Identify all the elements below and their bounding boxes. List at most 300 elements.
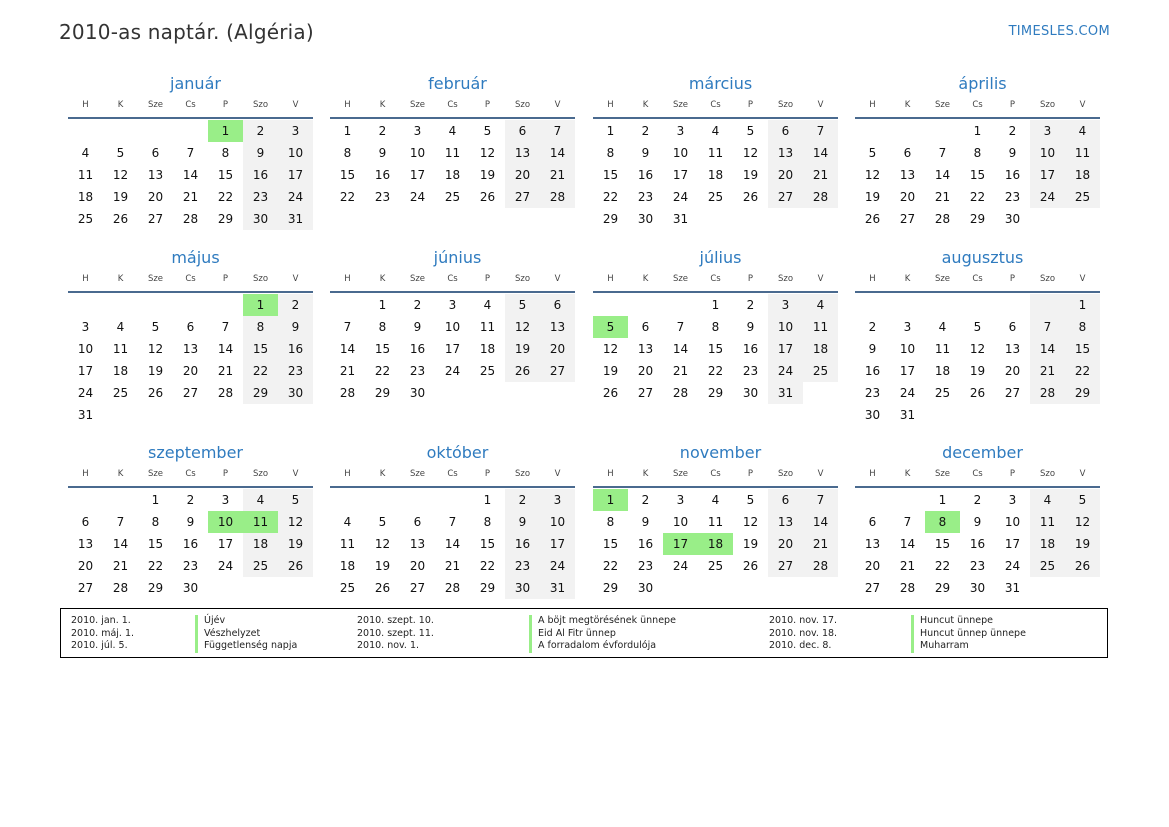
day-cell: 5 (593, 316, 628, 338)
week-row (68, 164, 313, 186)
week-row (855, 142, 1100, 164)
day-cell: 23 (374, 190, 391, 204)
day-cell: 13 (540, 316, 575, 338)
day-cell: 24 (444, 364, 461, 378)
week-row (855, 338, 1100, 360)
day-cell: 11 (112, 342, 129, 356)
day-cell: 24 (1030, 186, 1065, 208)
day-cell: 9 (505, 511, 540, 533)
day-cell: 14 (672, 342, 689, 356)
day-cell: 21 (182, 190, 199, 204)
day-cell: 18 (112, 364, 129, 378)
day-cell: 4 (81, 146, 90, 160)
day-cell: 31 (899, 408, 916, 422)
week-row (68, 294, 313, 316)
day-cell: 21 (1030, 360, 1065, 382)
day-cell: 23 (864, 386, 881, 400)
weekday-label: H (869, 274, 876, 284)
day-cell: 27 (1004, 386, 1021, 400)
weekday-label: Sze (147, 100, 164, 110)
day-cell: 5 (973, 320, 982, 334)
weekday-label: H (344, 274, 351, 284)
day-cell: 11 (707, 515, 724, 529)
empty-day-cell (855, 120, 890, 142)
day-cell: 22 (147, 559, 164, 573)
day-cell: 24 (278, 186, 313, 208)
weekday-label: K (904, 469, 911, 479)
day-cell: 18 (243, 533, 278, 555)
header-divider (593, 117, 838, 119)
day-cell: 9 (413, 320, 422, 334)
month-block (330, 73, 575, 208)
day-cell: 25 (803, 360, 838, 382)
week-row (855, 186, 1100, 208)
empty-day-cell (208, 404, 243, 426)
day-cell: 20 (1004, 364, 1021, 378)
day-cell: 8 (378, 320, 387, 334)
day-cell: 29 (602, 581, 619, 595)
week-row (68, 511, 313, 533)
day-cell: 17 (77, 364, 94, 378)
weekday-label: Cs (447, 274, 458, 284)
day-cell: 22 (969, 190, 986, 204)
month-name: szeptember (147, 443, 243, 462)
day-cell: 21 (934, 190, 951, 204)
day-cell: 28 (1030, 382, 1065, 404)
day-cell: 26 (602, 386, 619, 400)
month-block (593, 247, 838, 404)
empty-day-cell (995, 294, 1030, 316)
day-cell: 29 (374, 386, 391, 400)
day-cell: 19 (505, 338, 540, 360)
day-cell: 31 (672, 212, 689, 226)
day-cell: 7 (803, 120, 838, 142)
day-cell: 17 (540, 533, 575, 555)
empty-day-cell (173, 404, 208, 426)
day-cell: 15 (339, 168, 356, 182)
weekday-header (68, 269, 313, 289)
week-row (330, 489, 575, 511)
weekday-label: Cs (972, 100, 983, 110)
day-cell: 4 (803, 294, 838, 316)
empty-day-cell (1030, 294, 1065, 316)
day-cell: 9 (868, 342, 877, 356)
week-row (593, 120, 838, 142)
day-cell: 15 (479, 537, 496, 551)
empty-day-cell (1065, 577, 1100, 599)
day-cell: 23 (278, 360, 313, 382)
empty-day-cell (855, 489, 890, 511)
day-cell: 24 (768, 360, 803, 382)
header-divider (855, 291, 1100, 293)
week-row (855, 360, 1100, 382)
weekday-label: K (904, 100, 911, 110)
empty-day-cell (803, 577, 838, 599)
empty-day-cell (435, 489, 470, 511)
day-cell: 25 (479, 364, 496, 378)
day-cell: 4 (1065, 120, 1100, 142)
day-cell: 12 (479, 146, 496, 160)
day-cell: 5 (278, 489, 313, 511)
day-cell: 5 (505, 294, 540, 316)
month-block (68, 73, 313, 230)
day-cell: 11 (803, 316, 838, 338)
day-cell: 12 (742, 515, 759, 529)
day-cell: 13 (147, 168, 164, 182)
legend-names-col1 (195, 615, 297, 653)
weekday-header (855, 95, 1100, 115)
weekday-label: K (642, 100, 649, 110)
empty-day-cell (435, 382, 470, 404)
day-cell: 3 (676, 124, 685, 138)
day-cell: 3 (413, 124, 422, 138)
weekday-label: V (1079, 274, 1086, 284)
weekday-header (593, 95, 838, 115)
day-cell: 9 (641, 146, 650, 160)
day-cell: 29 (602, 212, 619, 226)
weekday-label: V (292, 274, 299, 284)
day-cell: 6 (641, 320, 650, 334)
weekday-label: V (292, 100, 299, 110)
day-cell: 22 (707, 364, 724, 378)
day-cell: 24 (540, 555, 575, 577)
day-cell: 5 (483, 124, 492, 138)
day-cell: 23 (637, 190, 654, 204)
day-cell: 8 (1065, 316, 1100, 338)
day-cell: 7 (938, 146, 947, 160)
weekday-label: V (1079, 100, 1086, 110)
day-cell: 3 (768, 294, 803, 316)
day-cell: 14 (1030, 338, 1065, 360)
week-row (855, 555, 1100, 577)
legend-date: 2010. nov. 17. (769, 615, 838, 626)
legend-date: 2010. júl. 5. (71, 640, 128, 651)
week-row (330, 186, 575, 208)
empty-day-cell (208, 294, 243, 316)
weekday-label: Sze (672, 274, 689, 284)
week-row (593, 577, 838, 599)
weekday-label: Szo (514, 274, 531, 284)
day-cell: 18 (934, 364, 951, 378)
day-cell: 3 (278, 120, 313, 142)
header-divider (330, 486, 575, 488)
weekday-label: P (484, 274, 491, 284)
day-cell: 22 (479, 559, 496, 573)
day-cell: 22 (602, 190, 619, 204)
weekday-label: V (554, 100, 561, 110)
day-cell: 5 (378, 515, 387, 529)
day-cell: 11 (77, 168, 94, 182)
day-cell: 24 (672, 559, 689, 573)
header-divider (855, 486, 1100, 488)
day-cell: 3 (676, 493, 685, 507)
day-cell: 13 (77, 537, 94, 551)
empty-day-cell (768, 577, 803, 599)
day-cell: 30 (864, 408, 881, 422)
empty-day-cell (925, 294, 960, 316)
weekday-header (593, 464, 838, 484)
month-name: június (433, 248, 482, 267)
day-cell: 16 (374, 168, 391, 182)
day-cell: 27 (182, 386, 199, 400)
empty-day-cell (995, 404, 1030, 426)
day-cell: 15 (969, 168, 986, 182)
day-cell: 27 (637, 386, 654, 400)
empty-day-cell (540, 382, 575, 404)
day-cell: 3 (1008, 493, 1017, 507)
week-row (330, 511, 575, 533)
day-cell: 18 (803, 338, 838, 360)
week-row (855, 511, 1100, 533)
week-row (855, 382, 1100, 404)
empty-day-cell (628, 294, 663, 316)
day-cell: 15 (243, 338, 278, 360)
weekday-label: Sze (147, 274, 164, 284)
week-row (593, 511, 838, 533)
empty-day-cell (103, 489, 138, 511)
weekday-label: K (117, 469, 124, 479)
month-name: december (942, 443, 1023, 462)
day-cell: 31 (1004, 581, 1021, 595)
day-cell: 15 (934, 537, 951, 551)
weekday-label: H (607, 274, 614, 284)
day-cell: 17 (1004, 537, 1021, 551)
empty-day-cell (663, 577, 698, 599)
weekday-label: Sze (147, 469, 164, 479)
legend-dates-col1 (71, 615, 134, 653)
legend-holiday-name: Eid Al Fitr ünnep (529, 628, 676, 641)
day-cell: 23 (969, 559, 986, 573)
day-cell: 5 (746, 124, 755, 138)
day-cell: 3 (903, 320, 912, 334)
month-name: július (699, 248, 742, 267)
weekday-label: H (344, 100, 351, 110)
day-cell: 2 (868, 320, 877, 334)
day-cell: 20 (768, 164, 803, 186)
day-cell: 30 (182, 581, 199, 595)
week-row (68, 316, 313, 338)
day-cell: 20 (77, 559, 94, 573)
weekday-label: V (817, 469, 824, 479)
day-cell: 29 (147, 581, 164, 595)
day-cell: 12 (374, 537, 391, 551)
weekday-header (330, 95, 575, 115)
empty-day-cell (278, 577, 313, 599)
day-cell: 2 (746, 298, 755, 312)
day-cell: 8 (243, 316, 278, 338)
day-cell: 1 (938, 493, 947, 507)
empty-day-cell (768, 208, 803, 230)
day-cell: 19 (1065, 533, 1100, 555)
week-row (855, 316, 1100, 338)
day-cell: 18 (77, 190, 94, 204)
week-row (593, 555, 838, 577)
month-block (330, 247, 575, 404)
empty-day-cell (330, 489, 365, 511)
weekday-label: Cs (185, 100, 196, 110)
day-cell: 2 (378, 124, 387, 138)
day-cell: 19 (374, 559, 391, 573)
weekday-label: Cs (185, 469, 196, 479)
header-divider (68, 486, 313, 488)
day-cell: 25 (112, 386, 129, 400)
legend-dates-col3 (769, 615, 837, 653)
week-row (593, 164, 838, 186)
day-cell: 6 (768, 120, 803, 142)
day-cell: 25 (243, 555, 278, 577)
day-cell: 13 (1004, 342, 1021, 356)
day-cell: 12 (505, 316, 540, 338)
month-block (68, 442, 313, 599)
day-cell: 6 (81, 515, 90, 529)
day-cell: 19 (742, 537, 759, 551)
week-row (330, 382, 575, 404)
day-cell: 18 (707, 168, 724, 182)
empty-day-cell (733, 577, 768, 599)
weekday-label: K (117, 100, 124, 110)
weekday-label: K (642, 274, 649, 284)
empty-day-cell (698, 577, 733, 599)
day-cell: 14 (112, 537, 129, 551)
day-cell: 27 (505, 186, 540, 208)
legend-holiday-name: Újév (195, 615, 297, 628)
weekday-label: Sze (672, 100, 689, 110)
day-cell: 9 (1008, 146, 1017, 160)
day-cell: 18 (479, 342, 496, 356)
day-cell: 30 (637, 581, 654, 595)
weekday-header (330, 269, 575, 289)
day-cell: 21 (899, 559, 916, 573)
month-name: március (688, 74, 753, 93)
day-cell: 8 (973, 146, 982, 160)
empty-day-cell (593, 294, 628, 316)
week-row (68, 404, 313, 426)
month-name: október (426, 443, 489, 462)
day-cell: 30 (243, 208, 278, 230)
day-cell: 23 (1004, 190, 1021, 204)
week-row (68, 489, 313, 511)
day-cell: 17 (444, 342, 461, 356)
day-cell: 3 (1030, 120, 1065, 142)
empty-day-cell (138, 294, 173, 316)
weekday-label: Cs (185, 274, 196, 284)
empty-day-cell (68, 489, 103, 511)
month-block (330, 442, 575, 599)
day-cell: 16 (409, 342, 426, 356)
day-cell: 9 (746, 320, 755, 334)
weekday-label: Cs (972, 274, 983, 284)
day-cell: 6 (1008, 320, 1017, 334)
day-cell: 7 (221, 320, 230, 334)
day-cell: 4 (711, 124, 720, 138)
day-cell: 22 (374, 364, 391, 378)
day-cell: 17 (1030, 164, 1065, 186)
day-cell: 7 (116, 515, 125, 529)
header-divider (68, 291, 313, 293)
day-cell: 27 (768, 186, 803, 208)
header-divider (330, 117, 575, 119)
legend-holiday-name: Muharram (911, 640, 1026, 653)
day-cell: 12 (864, 168, 881, 182)
day-cell: 8 (151, 515, 160, 529)
day-cell: 2 (278, 294, 313, 316)
day-cell: 10 (409, 146, 426, 160)
day-cell: 28 (444, 581, 461, 595)
week-row (68, 142, 313, 164)
brand-link[interactable]: TIMESLES.COM (1008, 24, 1110, 39)
day-cell: 6 (540, 294, 575, 316)
day-cell: 17 (899, 364, 916, 378)
day-cell: 29 (707, 386, 724, 400)
day-cell: 23 (637, 559, 654, 573)
day-cell: 17 (217, 537, 234, 551)
weekday-label: V (817, 274, 824, 284)
legend-date: 2010. jan. 1. (71, 615, 131, 626)
day-cell: 21 (217, 364, 234, 378)
day-cell: 25 (707, 190, 724, 204)
day-cell: 19 (147, 364, 164, 378)
month-block (68, 247, 313, 426)
day-cell: 11 (339, 537, 356, 551)
day-cell: 5 (116, 146, 125, 160)
week-row (855, 208, 1100, 230)
day-cell: 25 (1065, 186, 1100, 208)
empty-day-cell (698, 208, 733, 230)
day-cell: 16 (637, 537, 654, 551)
weekday-header (68, 464, 313, 484)
day-cell: 16 (864, 364, 881, 378)
day-cell: 20 (540, 338, 575, 360)
day-cell: 7 (1030, 316, 1065, 338)
day-cell: 9 (186, 515, 195, 529)
day-cell: 9 (973, 515, 982, 529)
day-cell: 18 (698, 533, 733, 555)
day-cell: 1 (711, 298, 720, 312)
week-row (855, 533, 1100, 555)
week-row (68, 382, 313, 404)
day-cell: 20 (637, 364, 654, 378)
month-block (855, 442, 1100, 599)
weekday-label: Szo (1039, 100, 1056, 110)
empty-day-cell (243, 577, 278, 599)
empty-day-cell (733, 208, 768, 230)
empty-day-cell (960, 294, 995, 316)
empty-day-cell (173, 120, 208, 142)
day-cell: 30 (1004, 212, 1021, 226)
empty-day-cell (103, 120, 138, 142)
day-cell: 28 (899, 581, 916, 595)
empty-day-cell (803, 208, 838, 230)
weekday-label: Szo (252, 274, 269, 284)
day-cell: 26 (742, 559, 759, 573)
day-cell: 17 (663, 533, 698, 555)
week-row (855, 577, 1100, 599)
day-cell: 31 (278, 208, 313, 230)
day-cell: 29 (969, 212, 986, 226)
weekday-label: P (222, 100, 229, 110)
day-cell: 29 (479, 581, 496, 595)
empty-day-cell (138, 404, 173, 426)
day-cell: 26 (1065, 555, 1100, 577)
day-cell: 17 (768, 338, 803, 360)
day-cell: 1 (973, 124, 982, 138)
day-cell: 13 (409, 537, 426, 551)
day-cell: 24 (899, 386, 916, 400)
day-cell: 16 (637, 168, 654, 182)
day-cell: 13 (505, 142, 540, 164)
day-cell: 24 (217, 559, 234, 573)
weekday-label: K (379, 274, 386, 284)
